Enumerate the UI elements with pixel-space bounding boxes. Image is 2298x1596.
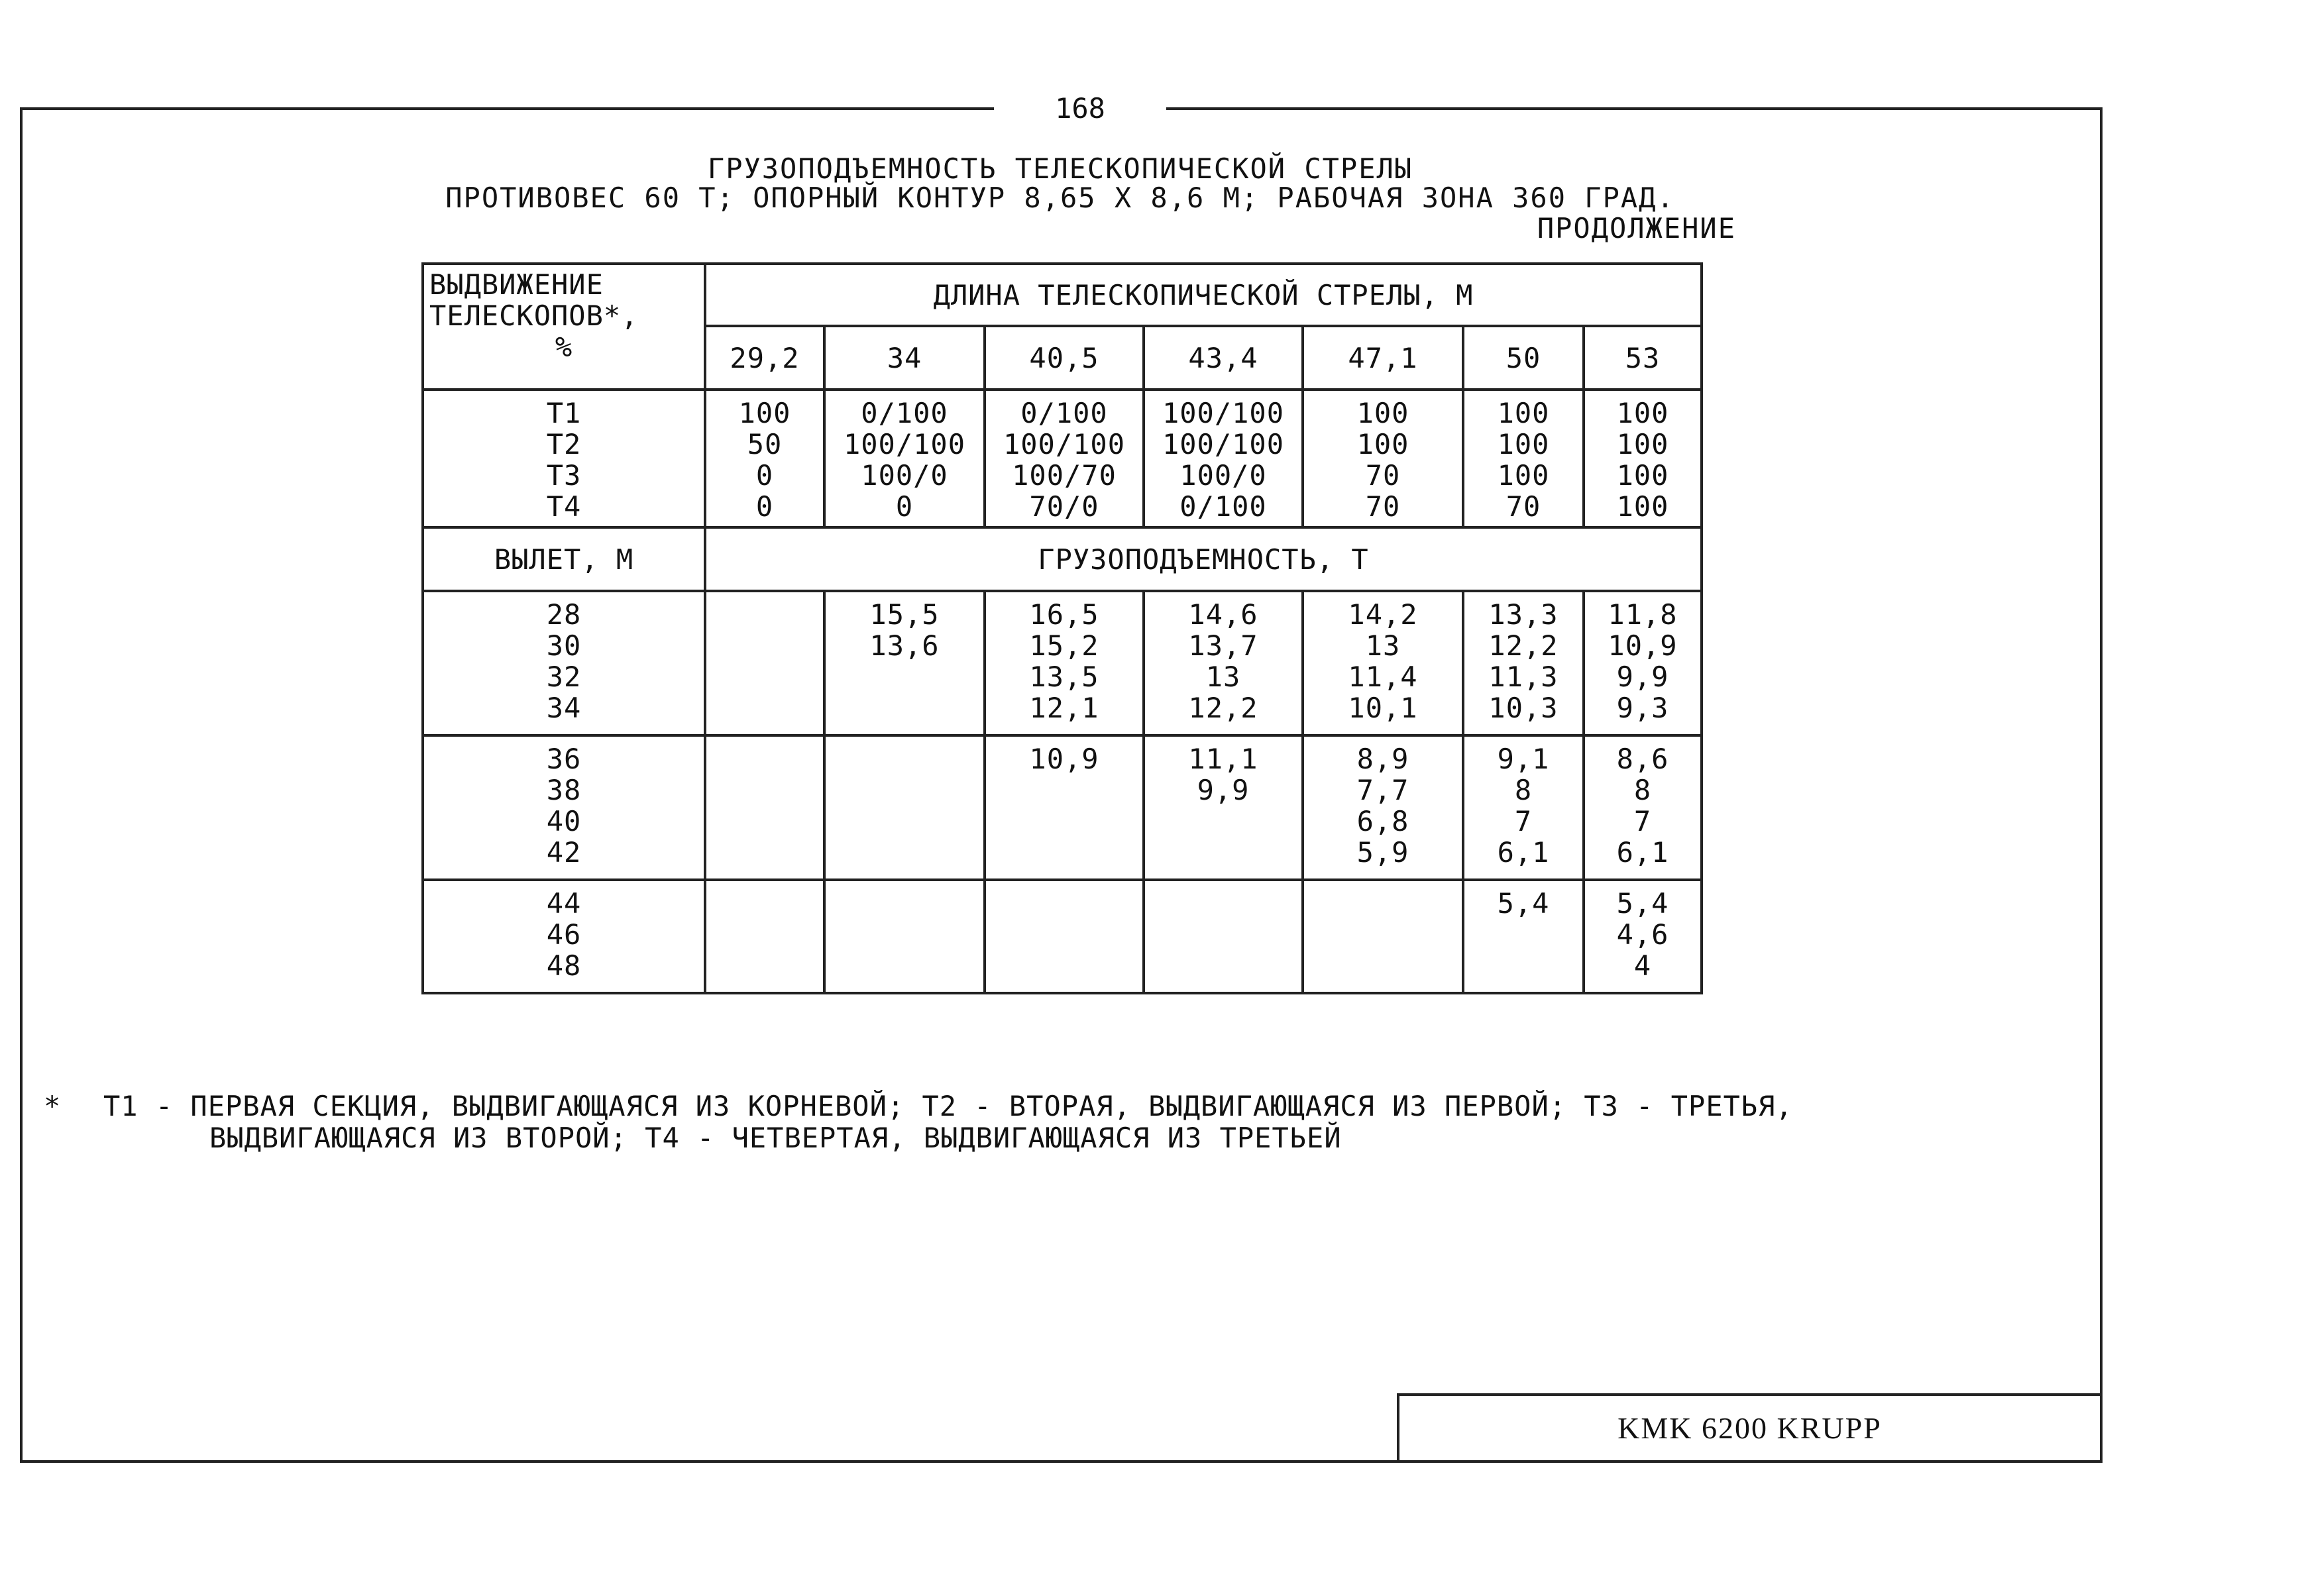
extension-cell-value: 100	[1356, 428, 1409, 460]
extension-cell-value: 0	[755, 490, 774, 523]
capacity-cell	[1584, 591, 1702, 735]
radius-cell-value: 30	[546, 629, 582, 662]
extension-cell-value: 100/70	[1012, 459, 1117, 492]
capacity-cell	[1463, 880, 1584, 993]
capacity-cell-value: 12,1	[1029, 692, 1099, 724]
capacity-cell-value: 7	[1633, 805, 1652, 837]
load-chart-table	[421, 262, 1703, 994]
boom-length-header: ДЛИНА ТЕЛЕСКОПИЧЕСКОЙ СТРЕЛЫ, М	[705, 264, 1702, 326]
radius-cell-value: 28	[546, 598, 582, 631]
boom-length-cell: 40,5	[985, 326, 1144, 390]
telescope-labels-value: T3	[546, 459, 582, 492]
radius-cell	[423, 735, 705, 880]
radius-cell-value: 46	[546, 918, 582, 951]
extension-cell	[1463, 390, 1584, 527]
extension-cell-value: 50	[747, 428, 783, 460]
radius-cell-value: 32	[546, 661, 582, 693]
capacity-cell-value: 7,7	[1356, 774, 1409, 806]
extension-cell-value: 100	[738, 397, 791, 429]
boom-length-cell: 29,2	[705, 326, 824, 390]
capacity-cell-value: 13	[1365, 629, 1401, 662]
capacity-cell-value: 15,5	[869, 598, 940, 631]
extension-cell-value: 100	[1497, 459, 1550, 492]
capacity-header-row	[423, 527, 1702, 591]
radius-cell-value: 36	[546, 743, 582, 775]
capacity-cell	[1463, 735, 1584, 880]
capacity-cell-value: 9,9	[1197, 774, 1250, 806]
extension-cell-value: 70	[1365, 490, 1401, 523]
capacity-cell	[824, 880, 985, 993]
extension-cell-value: 100	[1616, 459, 1669, 492]
capacity-group-row	[423, 880, 1702, 993]
capacity-cell	[1144, 591, 1303, 735]
radius-cell-value: 40	[546, 805, 582, 837]
extension-cell-value: 100	[1616, 490, 1669, 523]
table-title: ГРУЗОПОДЪЕМНОСТЬ ТЕЛЕСКОПИЧЕСКОЙ СТРЕЛЫ	[707, 152, 1413, 185]
footnote	[44, 1091, 2071, 1154]
extension-cell-value: 70	[1365, 459, 1401, 492]
capacity-cell-value: 10,3	[1488, 692, 1559, 724]
table-subtitle: ПРОТИВОВЕС 60 Т; ОПОРНЫЙ КОНТУР 8,65 Х 8,6 М; РАБОЧАЯ ЗОНА 360 ГРАД.	[445, 182, 1675, 214]
capacity-cell-value: 12,2	[1488, 629, 1559, 662]
boom-length-cell: 53	[1584, 326, 1702, 390]
capacity-cell	[824, 735, 985, 880]
extension-cell-value: 100/100	[843, 428, 965, 460]
radius-cell-value: 42	[546, 836, 582, 869]
extension-cell-value: 100/0	[1179, 459, 1267, 492]
capacity-cell	[1303, 735, 1463, 880]
extension-cell-value: 0/100	[1020, 397, 1108, 429]
capacity-cell	[1463, 591, 1584, 735]
capacity-header: ГРУЗОПОДЪЕМНОСТЬ, Т	[705, 527, 1702, 591]
radius-cell	[423, 591, 705, 735]
capacity-cell-value: 8	[1514, 774, 1533, 806]
capacity-cell	[1144, 735, 1303, 880]
capacity-cell	[705, 735, 824, 880]
extension-header-unit: %	[555, 331, 573, 363]
capacity-cell	[824, 591, 985, 735]
capacity-cell	[1584, 880, 1702, 993]
capacity-cell-value: 14,6	[1188, 598, 1258, 631]
boom-length-cell: 50	[1463, 326, 1584, 390]
extension-cell-value: 100	[1497, 397, 1550, 429]
footnote-marker: *	[44, 1090, 62, 1122]
telescope-labels-value: T2	[546, 428, 582, 460]
extension-cell-value: 0/100	[861, 397, 948, 429]
capacity-cell-value: 13,7	[1188, 629, 1258, 662]
capacity-cell-value: 7	[1514, 805, 1533, 837]
radius-cell	[423, 880, 705, 993]
footnote-line2: ВЫДВИГАЮЩАЯСЯ ИЗ ВТОРОЙ; Т4 - ЧЕТВЕРТАЯ, ВЫДВИГАЮЩАЯСЯ ИЗ ТРЕТЬЕЙ	[209, 1122, 1342, 1154]
capacity-cell-value: 13	[1205, 661, 1241, 693]
capacity-cell	[705, 591, 824, 735]
capacity-cell-value: 10,9	[1029, 743, 1099, 775]
extension-cell-value: 70/0	[1029, 490, 1099, 523]
extension-cell	[1144, 390, 1303, 527]
extension-cell-value: 0/100	[1179, 490, 1267, 523]
radius-cell-value: 38	[546, 774, 582, 806]
capacity-cell-value: 12,2	[1188, 692, 1258, 724]
capacity-cell-value: 13,5	[1029, 661, 1099, 693]
extension-cell-value: 100/100	[1162, 397, 1284, 429]
extension-header	[423, 264, 705, 390]
capacity-cell-value: 4	[1633, 949, 1652, 982]
extension-cell	[705, 390, 824, 527]
capacity-cell-value: 8,9	[1356, 743, 1409, 775]
capacity-cell-value: 6,1	[1497, 836, 1550, 869]
extension-cell-value: 100	[1356, 397, 1409, 429]
telescope-labels	[423, 390, 705, 527]
extension-cell	[1303, 390, 1463, 527]
capacity-cell	[1584, 735, 1702, 880]
capacity-cell-value: 16,5	[1029, 598, 1099, 631]
title-block-stamp: KMK 6200 KRUPP	[1397, 1393, 2100, 1460]
footnote-line1: T1 - ПЕРВАЯ СЕКЦИЯ, ВЫДВИГАЮЩАЯСЯ ИЗ КОРНЕВОЙ; Т2 - ВТОРАЯ, ВЫДВИГАЮЩАЯСЯ ИЗ ПЕРВОЙ; Т3 - ТРЕТЬЯ,	[103, 1090, 1793, 1122]
capacity-group-row	[423, 591, 1702, 735]
page-number: 168	[994, 93, 1166, 125]
capacity-cell-value: 11,4	[1348, 661, 1418, 693]
extension-cell	[824, 390, 985, 527]
extension-header-line2: ТЕЛЕСКОПОВ*,	[429, 299, 639, 332]
capacity-cell-value: 6,1	[1616, 836, 1669, 869]
extension-cell-value: 100/100	[1162, 428, 1284, 460]
extension-cell-value: 0	[895, 490, 914, 523]
capacity-cell	[1303, 591, 1463, 735]
capacity-cell-value: 5,4	[1616, 887, 1669, 920]
capacity-cell-value: 11,3	[1488, 661, 1559, 693]
capacity-cell	[1303, 880, 1463, 993]
capacity-cell-value: 6,8	[1356, 805, 1409, 837]
boom-length-cell: 43,4	[1144, 326, 1303, 390]
capacity-cell-value: 10,9	[1608, 629, 1678, 662]
extension-cell-value: 100/0	[861, 459, 948, 492]
extension-cell-value: 0	[755, 459, 774, 492]
continuation-label: ПРОДОЛЖЕНИЕ	[1537, 212, 1736, 244]
extension-cell-value: 100	[1497, 428, 1550, 460]
extension-header-line1: ВЫДВИЖЕНИЕ	[429, 268, 604, 301]
capacity-cell-value: 13,3	[1488, 598, 1559, 631]
capacity-cell	[1144, 880, 1303, 993]
boom-length-cell: 47,1	[1303, 326, 1463, 390]
telescope-labels-value: T1	[546, 397, 582, 429]
boom-length-cell: 34	[824, 326, 985, 390]
capacity-cell-value: 14,2	[1348, 598, 1418, 631]
capacity-cell-value: 10,1	[1348, 692, 1418, 724]
radius-cell-value: 44	[546, 887, 582, 920]
radius-cell-value: 48	[546, 949, 582, 982]
capacity-cell-value: 8,6	[1616, 743, 1669, 775]
extension-cell-value: 100/100	[1003, 428, 1125, 460]
extension-cell-value: 100	[1616, 428, 1669, 460]
capacity-cell-value: 11,8	[1608, 598, 1678, 631]
capacity-cell	[985, 591, 1144, 735]
extension-cell	[985, 390, 1144, 527]
capacity-cell	[985, 880, 1144, 993]
capacity-cell-value: 8	[1633, 774, 1652, 806]
capacity-cell-value: 11,1	[1188, 743, 1258, 775]
capacity-cell-value: 9,1	[1497, 743, 1550, 775]
capacity-cell	[705, 880, 824, 993]
radius-cell-value: 34	[546, 692, 582, 724]
radius-header: ВЫЛЕТ, М	[423, 527, 705, 591]
capacity-cell-value: 9,9	[1616, 661, 1669, 693]
capacity-group-row	[423, 735, 1702, 880]
capacity-cell-value: 5,4	[1497, 887, 1550, 920]
capacity-cell-value: 13,6	[869, 629, 940, 662]
capacity-cell-value: 4,6	[1616, 918, 1669, 951]
capacity-cell	[985, 735, 1144, 880]
telescope-labels-value: T4	[546, 490, 582, 523]
capacity-cell-value: 9,3	[1616, 692, 1669, 724]
extension-cell-value: 100	[1616, 397, 1669, 429]
capacity-cell-value: 15,2	[1029, 629, 1099, 662]
extension-row	[423, 390, 1702, 527]
extension-cell	[1584, 390, 1702, 527]
capacity-cell-value: 5,9	[1356, 836, 1409, 869]
extension-cell-value: 70	[1505, 490, 1541, 523]
